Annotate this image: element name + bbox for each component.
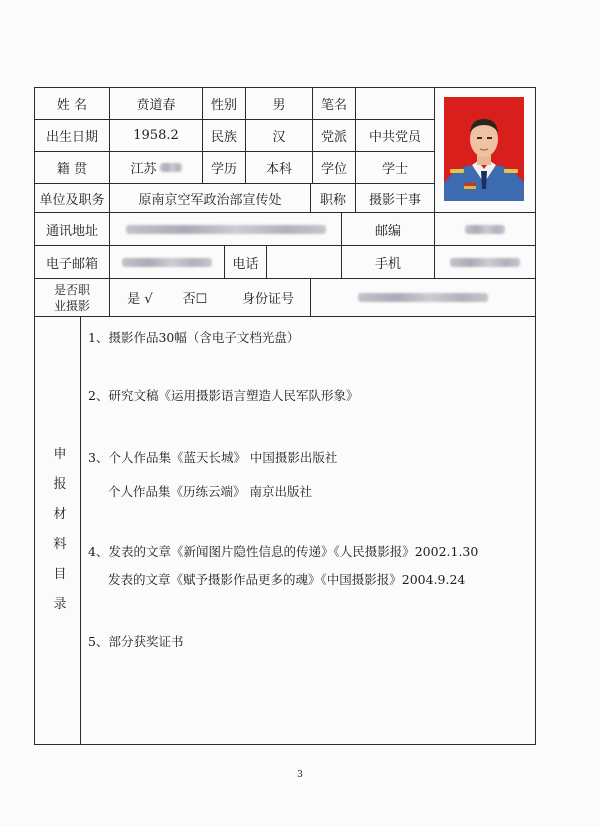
address-value — [110, 213, 341, 245]
list-item: 2、研究文稿《运用摄影语言塑造人民军队形象》 — [88, 388, 359, 403]
list-item: 5、部分获奖证书 — [88, 634, 184, 649]
portrait-image — [444, 97, 524, 201]
name-value: 贲道春 — [136, 98, 176, 113]
degree-value: 学士 — [381, 162, 408, 177]
list-item: 个人作品集《历练云端》 南京出版社 — [108, 484, 312, 499]
origin-value: 江苏 — [130, 162, 157, 177]
title-label: 职称 — [319, 192, 346, 208]
professional-label-line2: 业摄影 — [53, 298, 90, 313]
ethnic-label: 民族 — [210, 130, 237, 145]
list-item: 4、发表的文章《新闻图片隐性信息的传递》《人民摄影报》2002.1.30 — [88, 544, 479, 559]
mobile-value — [435, 246, 535, 278]
email-value — [110, 246, 224, 278]
grid-line — [266, 245, 267, 278]
professional-label — [35, 279, 109, 316]
professional-label-line1: 是否职 — [53, 282, 90, 297]
page-number: 3 — [297, 770, 303, 780]
section-label-char: 报 — [53, 477, 67, 492]
education-label: 学历 — [210, 162, 237, 177]
id-value — [311, 279, 535, 316]
party-value: 中共党员 — [368, 130, 421, 145]
education-value: 本科 — [265, 162, 292, 177]
name-label: 姓 名 — [56, 98, 88, 113]
penname-label: 笔名 — [320, 98, 347, 113]
zipcode-value — [435, 213, 535, 245]
grid-line — [34, 744, 536, 745]
section-label-char: 申 — [53, 447, 67, 462]
org-value: 原南京空军政治部宣传处 — [138, 192, 282, 208]
ethnic-value: 汉 — [272, 130, 286, 145]
grid-line — [535, 87, 536, 744]
gender-label: 性别 — [210, 98, 237, 113]
materials-section-label — [40, 316, 80, 744]
redacted-text — [358, 293, 488, 302]
id-label: 身份证号 — [241, 292, 294, 307]
no-option: 否☐ — [182, 292, 208, 307]
portrait-photo — [444, 97, 524, 201]
zipcode-label: 邮编 — [374, 223, 401, 239]
penname-value — [356, 88, 434, 119]
section-label-char: 料 — [53, 537, 67, 552]
email-label: 电子邮箱 — [45, 256, 98, 272]
org-label: 单位及职务 — [39, 192, 105, 208]
origin-label: 籍 贯 — [56, 162, 88, 177]
list-item: 发表的文章《赋予摄影作品更多的魂》《中国摄影报》2004.9.24 — [108, 572, 466, 587]
list-item: 3、个人作品集《蓝天长城》 中国摄影出版社 — [88, 450, 338, 465]
birth-label: 出生日期 — [45, 130, 98, 145]
redacted-text — [465, 225, 505, 234]
section-label-char: 材 — [53, 507, 67, 522]
grid-line — [80, 316, 81, 744]
degree-label: 学位 — [320, 162, 347, 177]
mobile-label: 手机 — [374, 256, 401, 272]
section-label-char: 目 — [53, 567, 67, 582]
origin-value-cell — [110, 152, 202, 183]
grid-line — [434, 87, 435, 212]
redacted-text — [450, 258, 520, 267]
redacted-text — [126, 225, 326, 234]
title-value: 摄影干事 — [368, 192, 421, 208]
redacted-text — [122, 258, 212, 267]
party-label: 党派 — [320, 130, 347, 145]
yes-option: 是 √ — [127, 292, 153, 307]
section-label-char: 录 — [53, 597, 67, 612]
address-label: 通讯地址 — [45, 223, 98, 239]
redacted-text — [160, 163, 182, 172]
gender-value: 男 — [272, 98, 286, 113]
list-item: 1、摄影作品30幅（含电子文档光盘） — [88, 330, 300, 345]
grid-line — [34, 316, 536, 317]
birth-value: 1958.2 — [133, 128, 179, 143]
phone-label: 电话 — [232, 256, 259, 272]
